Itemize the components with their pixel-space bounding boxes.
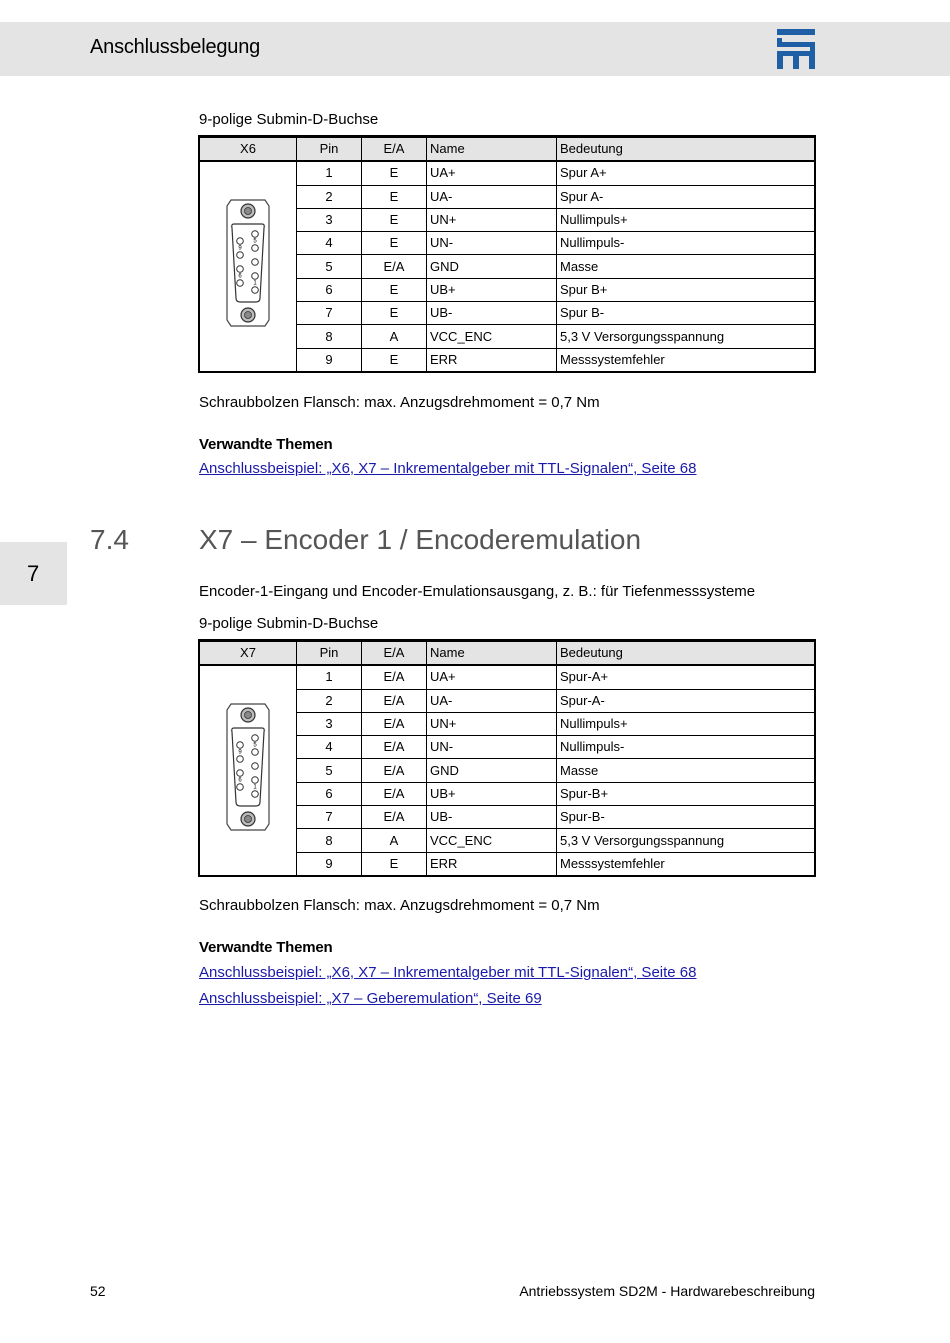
meaning-cell: Nullimpuls-: [557, 736, 815, 759]
col-header-ea: E/A: [362, 641, 427, 665]
pin-cell: 9: [297, 348, 362, 371]
signal-name-cell: GND: [427, 759, 557, 782]
meaning-cell: Masse: [557, 255, 815, 278]
col-header-name: Name: [427, 137, 557, 161]
col-header-name: Name: [427, 641, 557, 665]
meaning-cell: Spur A+: [557, 161, 815, 185]
sub-d-connector-icon: [225, 702, 271, 832]
col-header-pin: Pin: [297, 641, 362, 665]
pin-cell: 8: [297, 829, 362, 852]
ea-cell: E/A: [362, 712, 427, 735]
pin-cell: 6: [297, 782, 362, 805]
meaning-cell: 5,3 V Versorgungsspannung: [557, 829, 815, 852]
pin-cell: 8: [297, 325, 362, 348]
related-link-x7-emulation[interactable]: Anschlussbeispiel: „X7 – Geberemulation“, Seite 69: [199, 990, 542, 1007]
footer-document-title: Antriebssystem SD2M - Hardwarebeschreibung: [519, 1283, 815, 1299]
meaning-cell: Spur B+: [557, 278, 815, 301]
meaning-cell: Messsystemfehler: [557, 348, 815, 371]
connector-diagram-cell: [200, 161, 297, 371]
ea-cell: E: [362, 302, 427, 325]
meaning-cell: Spur-B+: [557, 782, 815, 805]
pin-cell: 2: [297, 185, 362, 208]
table-row: [200, 161, 815, 185]
ea-cell: E/A: [362, 255, 427, 278]
pin-cell: 1: [297, 665, 362, 689]
related-link-x7-ttl[interactable]: Anschlussbeispiel: „X6, X7 – Inkrementalgeber mit TTL-Signalen“, Seite 68: [199, 964, 697, 981]
pin-label-1: 1: [253, 280, 257, 287]
connector-diagram-cell: [200, 665, 297, 875]
ea-cell: E/A: [362, 665, 427, 689]
section-intro: Encoder-1-Eingang und Encoder-Emulationsausgang, z. B.: für Tiefenmesssysteme: [199, 583, 756, 600]
pin-label-6: 6: [238, 273, 242, 280]
col-header-connector: X6: [200, 137, 297, 161]
signal-name-cell: UN+: [427, 712, 557, 735]
col-header-ea: E/A: [362, 137, 427, 161]
pin-label-9: 9: [238, 245, 242, 252]
pin-cell: 7: [297, 806, 362, 829]
pin-cell: 4: [297, 232, 362, 255]
pin-cell: 7: [297, 302, 362, 325]
pin-cell: 6: [297, 278, 362, 301]
chapter-tab: [0, 542, 67, 605]
signal-name-cell: UB+: [427, 782, 557, 805]
ea-cell: E/A: [362, 736, 427, 759]
pin-cell: 5: [297, 255, 362, 278]
table-x6-caption: 9-polige Submin-D-Buchse: [199, 111, 379, 128]
table-header-row: [200, 137, 815, 161]
meaning-cell: Spur B-: [557, 302, 815, 325]
related-topics-title-x7: Verwandte Themen: [199, 939, 333, 956]
signal-name-cell: GND: [427, 255, 557, 278]
col-header-bedeutung: Bedeutung: [557, 137, 815, 161]
ea-cell: E/A: [362, 806, 427, 829]
signal-name-cell: UB-: [427, 806, 557, 829]
col-header-pin: Pin: [297, 137, 362, 161]
meaning-cell: Spur-A-: [557, 689, 815, 712]
ea-cell: E: [362, 208, 427, 231]
pin-cell: 2: [297, 689, 362, 712]
company-logo: [777, 29, 815, 69]
header-title: Anschlussbelegung: [90, 36, 261, 58]
ea-cell: E: [362, 278, 427, 301]
pin-label-5: 5: [253, 238, 257, 245]
table-x7-caption: 9-polige Submin-D-Buchse: [199, 615, 379, 632]
pin-label-6: 6: [238, 777, 242, 784]
ea-cell: A: [362, 325, 427, 348]
signal-name-cell: UN-: [427, 736, 557, 759]
meaning-cell: Nullimpuls-: [557, 232, 815, 255]
meaning-cell: Messsystemfehler: [557, 852, 815, 875]
meaning-cell: 5,3 V Versorgungsspannung: [557, 325, 815, 348]
ea-cell: E: [362, 232, 427, 255]
table-row: [200, 665, 815, 689]
signal-name-cell: UA-: [427, 689, 557, 712]
pin-cell: 9: [297, 852, 362, 875]
sub-d-connector-icon: [225, 198, 271, 328]
pin-table-x6: [199, 136, 815, 372]
signal-name-cell: VCC_ENC: [427, 829, 557, 852]
ea-cell: E: [362, 185, 427, 208]
signal-name-cell: UB+: [427, 278, 557, 301]
ea-cell: E: [362, 348, 427, 371]
pin-table-x7: [199, 640, 815, 876]
section-number: 7.4: [90, 524, 129, 555]
signal-name-cell: UA-: [427, 185, 557, 208]
signal-name-cell: UA+: [427, 161, 557, 185]
section-title: X7 – Encoder 1 / Encoderemulation: [199, 524, 642, 555]
ea-cell: E: [362, 161, 427, 185]
page-header: [0, 22, 950, 76]
signal-name-cell: ERR: [427, 852, 557, 875]
related-topics-title-x6: Verwandte Themen: [199, 436, 333, 453]
ea-cell: E: [362, 852, 427, 875]
ea-cell: E/A: [362, 759, 427, 782]
pin-cell: 3: [297, 712, 362, 735]
ea-cell: E/A: [362, 782, 427, 805]
signal-name-cell: UB-: [427, 302, 557, 325]
pin-label-9: 9: [238, 749, 242, 756]
ea-cell: A: [362, 829, 427, 852]
footer-page-number: 52: [90, 1283, 106, 1299]
pin-cell: 3: [297, 208, 362, 231]
col-header-connector: X7: [200, 641, 297, 665]
signal-name-cell: UN-: [427, 232, 557, 255]
meaning-cell: Nullimpuls+: [557, 208, 815, 231]
chapter-number: 7: [27, 561, 40, 586]
meaning-cell: Spur A-: [557, 185, 815, 208]
pin-cell: 1: [297, 161, 362, 185]
meaning-cell: Nullimpuls+: [557, 712, 815, 735]
meaning-cell: Spur-A+: [557, 665, 815, 689]
related-link-x6-ttl[interactable]: Anschlussbeispiel: „X6, X7 – Inkrementalgeber mit TTL-Signalen“, Seite 68: [199, 460, 697, 477]
col-header-bedeutung: Bedeutung: [557, 641, 815, 665]
table-header-row: [200, 641, 815, 665]
pin-label-1: 1: [253, 784, 257, 791]
torque-note-x7: Schraubbolzen Flansch: max. Anzugsdrehmoment = 0,7 Nm: [199, 897, 600, 914]
pin-cell: 4: [297, 736, 362, 759]
pin-cell: 5: [297, 759, 362, 782]
torque-note-x6: Schraubbolzen Flansch: max. Anzugsdrehmoment = 0,7 Nm: [199, 394, 600, 411]
pin-label-5: 5: [253, 742, 257, 749]
signal-name-cell: VCC_ENC: [427, 325, 557, 348]
meaning-cell: Spur-B-: [557, 806, 815, 829]
signal-name-cell: ERR: [427, 348, 557, 371]
meaning-cell: Masse: [557, 759, 815, 782]
ea-cell: E/A: [362, 689, 427, 712]
signal-name-cell: UN+: [427, 208, 557, 231]
signal-name-cell: UA+: [427, 665, 557, 689]
